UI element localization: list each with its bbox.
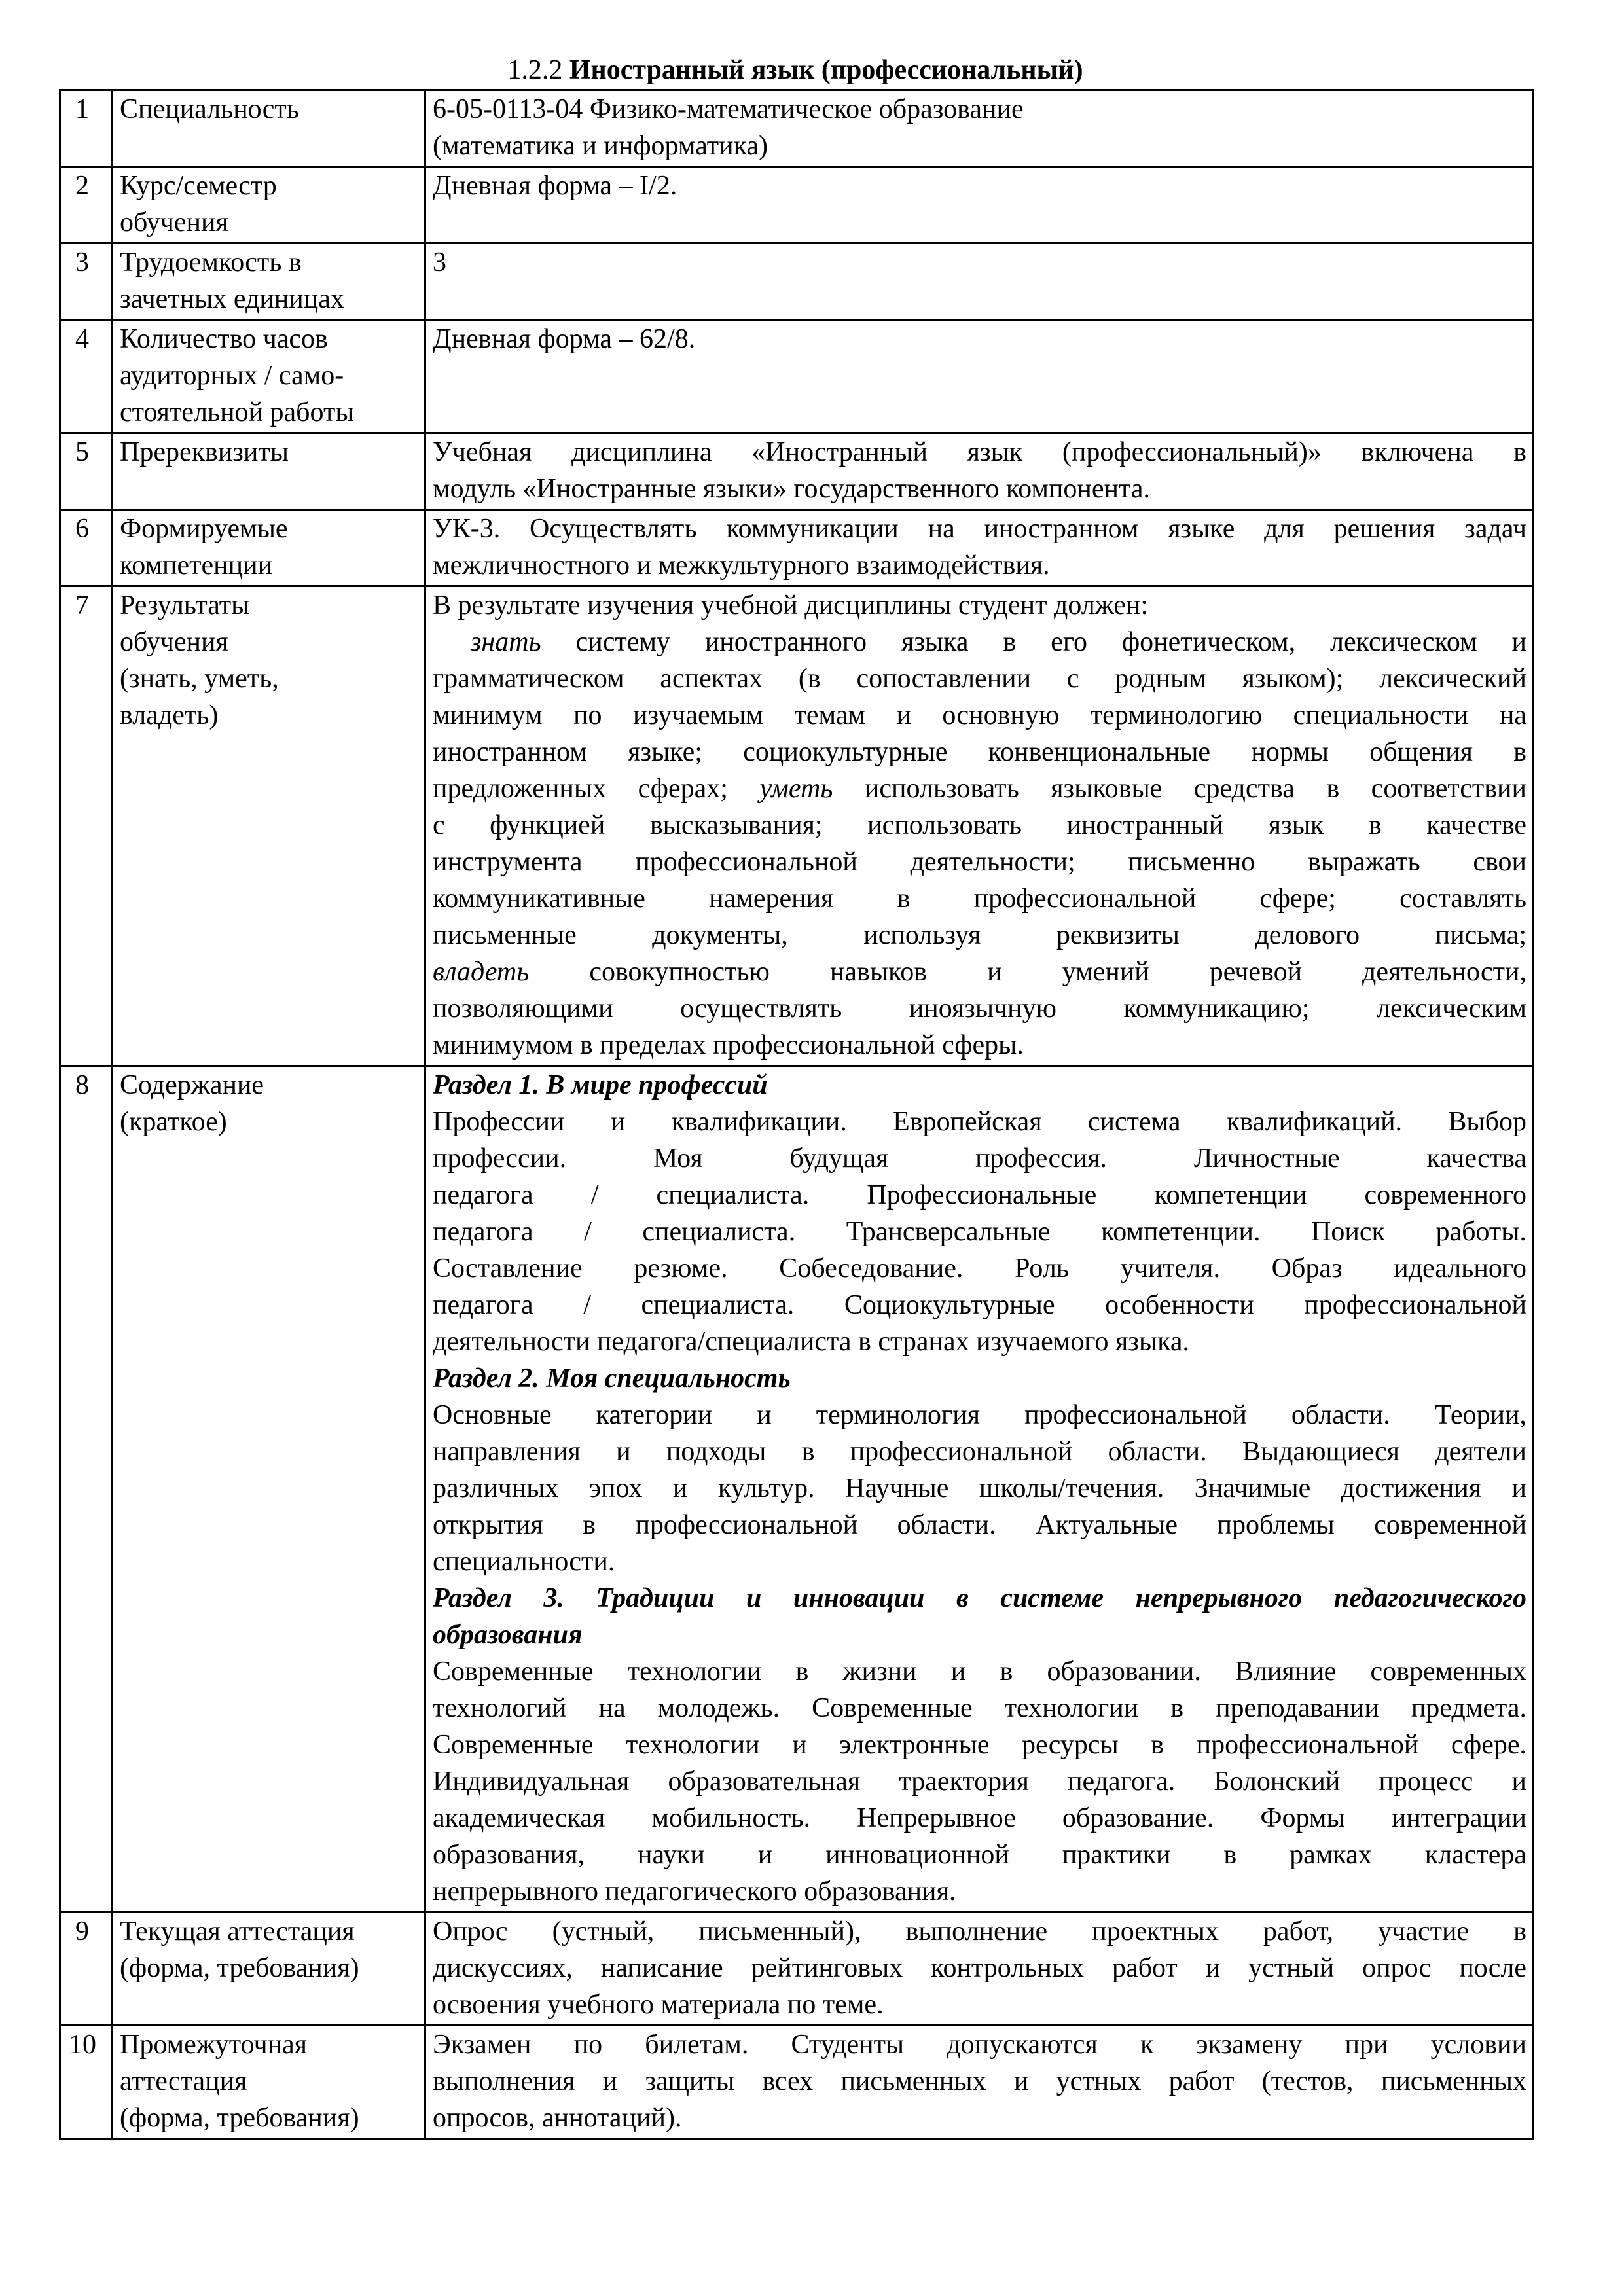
row-number: 1 (60, 90, 113, 167)
content-fragment: систему иностранного языка в его фонетическом, лексическом и (541, 627, 1526, 657)
table-row (60, 320, 1533, 433)
label-line: (краткое) (120, 1107, 227, 1137)
content-line: Дневная форма – I/2. (433, 171, 677, 201)
keyword-vladet: владеть (433, 957, 530, 987)
content-line: письменные документы, используя реквизиты делового письма; (433, 920, 1526, 950)
label-line: зачетных единицах (120, 284, 344, 314)
content-line: освоения учебного материала по теме. (433, 1990, 884, 2020)
content-line: межличностного и межкультурного взаимодействия. (433, 550, 1050, 581)
table-row (60, 243, 1533, 320)
content-line: УК-3. Осуществлять коммуникации на иностранном языке для решения задач (433, 514, 1526, 544)
content-line: Основные категории и терминология профессиональной области. Теории, (433, 1400, 1526, 1430)
label-line: компетенции (120, 550, 273, 581)
row-label (113, 433, 425, 510)
label-line: обучения (120, 627, 228, 657)
label-line: Пререквизиты (120, 437, 289, 467)
row-number: 8 (60, 1066, 113, 1912)
row-content (425, 1066, 1533, 1912)
heading-title: Иностранный язык (профессиональный) (569, 55, 1083, 85)
content-fragment: совокупностью навыков и умений речевой деятельности, (529, 957, 1526, 987)
content-line: Современные технологии в жизни и в образовании. Влияние современных (433, 1657, 1526, 1687)
label-line: Промежуточная (120, 2030, 308, 2060)
content-line: Современные технологии и электронные ресурсы в профессиональной сфере. (433, 1730, 1526, 1760)
content-line: специальности. (433, 1547, 615, 1577)
content-line: грамматическом аспектах (в сопоставлении с родным языком); лексический (433, 664, 1526, 694)
row-number: 3 (60, 243, 113, 320)
label-line: Трудоемкость в (120, 247, 302, 278)
content-line: педагога / специалиста. Социокультурные особенности профессиональной (433, 1290, 1526, 1320)
content-line: позволяющими осуществлять иноязычную коммуникацию; лексическим (433, 994, 1526, 1024)
row-number: 7 (60, 586, 113, 1066)
row-number: 2 (60, 167, 113, 243)
row-label (113, 1066, 425, 1912)
row-content (425, 90, 1533, 167)
content-line: открытия в профессиональной области. Актуальные проблемы современной (433, 1510, 1526, 1540)
label-line: (знать, уметь, (120, 664, 279, 694)
row-label (113, 586, 425, 1066)
content-line: выполнения и защиты всех письменных и устных работ (тестов, письменных (433, 2066, 1526, 2096)
content-line (433, 770, 1526, 807)
table-row (60, 1912, 1533, 2026)
row-label (113, 2026, 425, 2139)
table-row (60, 433, 1533, 510)
section-1-title: Раздел 1. В мире профессий (433, 1070, 768, 1100)
label-line: Формируемые (120, 514, 288, 544)
content-line: 3 (433, 247, 446, 278)
content-line: направления и подходы в профессиональной области. Выдающиеся деятели (433, 1437, 1526, 1467)
label-line: стоятельной работы (120, 397, 354, 427)
content-line: опросов, аннотаций). (433, 2103, 682, 2133)
content-line: педагога / специалиста. Профессиональные компетенции современного (433, 1180, 1526, 1210)
content-line: академическая мобильность. Непрерывное образование. Формы интеграции (433, 1803, 1526, 1833)
content-line: образования, науки и инновационной практики в рамках кластера (433, 1840, 1526, 1870)
row-label (113, 243, 425, 320)
content-line: (математика и информатика) (433, 131, 768, 161)
row-content (425, 433, 1533, 510)
label-line: аттестация (120, 2066, 247, 2096)
content-line: Дневная форма – 62/8. (433, 324, 696, 354)
keyword-znat: знать (471, 627, 541, 657)
content-line: профессии. Моя будущая профессия. Личностные качества (433, 1143, 1526, 1174)
content-line: Опрос (устный, письменный), выполнение проектных работ, участие в (433, 1916, 1526, 1946)
content-line: минимум по изучаемым темам и основную терминологию специальности на (433, 700, 1526, 730)
row-number: 10 (60, 2026, 113, 2139)
content-line: непрерывного педагогического образования. (433, 1876, 956, 1907)
document-heading (59, 51, 1532, 89)
row-label (113, 90, 425, 167)
row-content (425, 320, 1533, 433)
content-line: технологий на молодежь. Современные технологии в преподавании предмета. (433, 1693, 1526, 1723)
row-number: 5 (60, 433, 113, 510)
content-line: иностранном языке; социокультурные конвенциональные нормы общения в (433, 737, 1526, 767)
content-line: модуль «Иностранные языки» государственного компонента. (433, 474, 1150, 504)
label-line: (форма, требования) (120, 1953, 359, 1983)
row-content (425, 167, 1533, 243)
section-2-title: Раздел 2. Моя специальность (433, 1363, 791, 1393)
row-content (425, 510, 1533, 586)
label-line: Текущая аттестация (120, 1916, 355, 1946)
content-line: инструмента профессиональной деятельности; письменно выражать свои (433, 847, 1526, 877)
content-line: педагога / специалиста. Трансверсальные компетенции. Поиск работы. (433, 1217, 1526, 1247)
label-line: Курс/семестр (120, 171, 277, 201)
table-row (60, 510, 1533, 586)
content-line: коммуникативные намерения в профессиональной сфере; составлять (433, 884, 1526, 914)
content-line: Экзамен по билетам. Студенты допускаются к экзамену при условии (433, 2030, 1526, 2060)
content-line: Профессии и квалификации. Европейская система квалификаций. Выбор (433, 1107, 1526, 1137)
content-fragment: использовать языковые средства в соответствии (833, 774, 1526, 804)
table-row (60, 586, 1533, 1066)
label-line: аудиторных / само- (120, 361, 344, 391)
learning-intro: В результате изучения учебной дисциплины студент должен: (433, 590, 1148, 620)
table-row (60, 1066, 1533, 1912)
row-number: 4 (60, 320, 113, 433)
content-line (433, 624, 1526, 660)
label-line: Количество часов (120, 324, 328, 354)
content-line (433, 954, 1526, 990)
row-label (113, 510, 425, 586)
document-page (59, 51, 1532, 2140)
content-line: деятельности педагога/специалиста в странах изучаемого языка. (433, 1327, 1190, 1357)
row-number: 6 (60, 510, 113, 586)
table-row (60, 90, 1533, 167)
label-line: (форма, требования) (120, 2103, 359, 2133)
content-line: Учебная дисциплина «Иностранный язык (профессиональный)» включена в (433, 437, 1526, 467)
label-line: обучения (120, 207, 228, 238)
table-row (60, 2026, 1533, 2139)
row-content (425, 1912, 1533, 2026)
content-line: 6-05-0113-04 Физико-математическое образование (433, 94, 1024, 124)
content-line: дискуссиях, написание рейтинговых контрольных работ и устный опрос после (433, 1953, 1526, 1983)
content-line: различных эпох и культур. Научные школы/течения. Значимые достижения и (433, 1473, 1526, 1503)
content-line: с функцией высказывания; использовать иностранный язык в качестве (433, 810, 1526, 840)
content-line: минимумом в пределах профессиональной сферы. (433, 1030, 1024, 1060)
section-3-title-cont: образования (433, 1620, 583, 1650)
content-fragment: предложенных сферах; (433, 774, 760, 804)
label-line: владеть) (120, 700, 219, 730)
row-label (113, 167, 425, 243)
label-line: Содержание (120, 1070, 264, 1100)
discipline-table (59, 89, 1534, 2140)
row-content (425, 2026, 1533, 2139)
keyword-umet: уметь (759, 774, 833, 804)
label-line: Результаты (120, 590, 250, 620)
row-label (113, 320, 425, 433)
heading-number: 1.2.2 (507, 55, 563, 85)
row-content (425, 243, 1533, 320)
table-row (60, 167, 1533, 243)
row-label (113, 1912, 425, 2026)
content-line: Составление резюме. Собеседование. Роль учителя. Образ идеального (433, 1253, 1526, 1283)
section-3-title: Раздел 3. Традиции и инновации в системе непрерывного педагогического (433, 1583, 1526, 1613)
row-number: 9 (60, 1912, 113, 2026)
row-content (425, 586, 1533, 1066)
content-line: Индивидуальная образовательная траектория педагога. Болонский процесс и (433, 1767, 1526, 1797)
label-line: Специальность (120, 94, 299, 124)
